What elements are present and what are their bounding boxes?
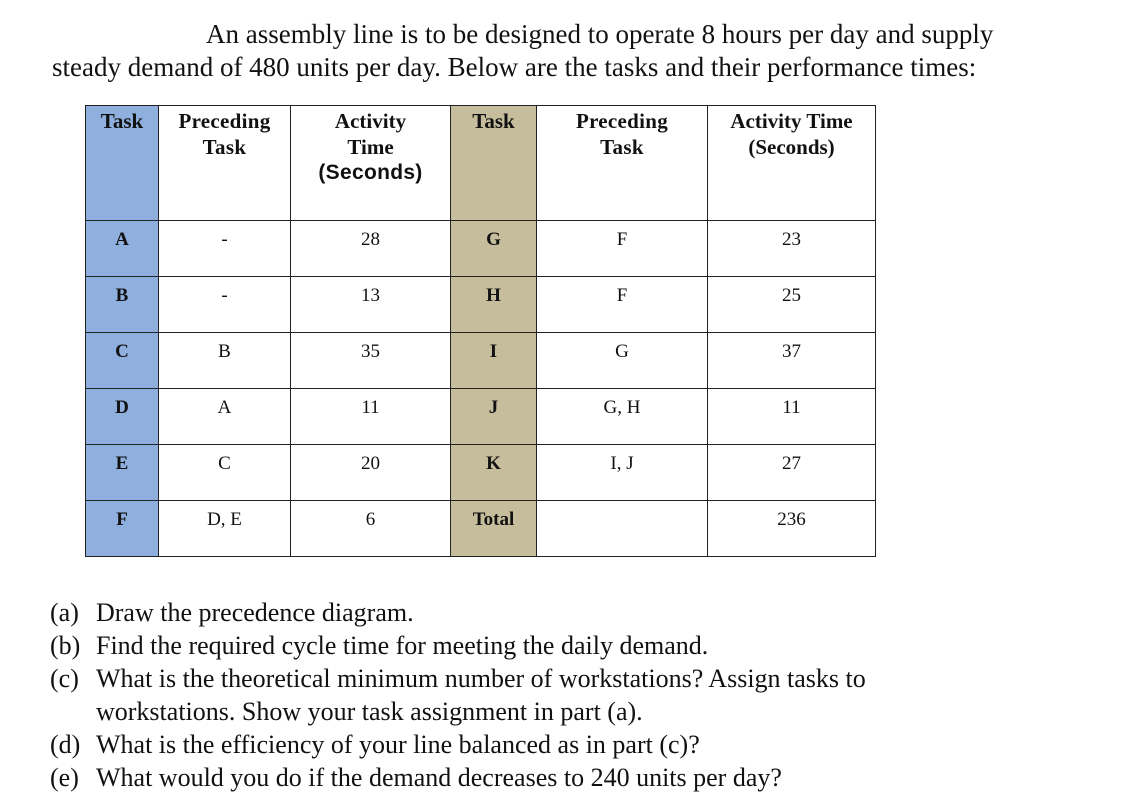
header-activity-time-left: Activity Time (Seconds): [291, 106, 451, 221]
question-item: [50, 761, 956, 794]
header-task-left: Task: [86, 106, 159, 221]
problem-intro: [0, 18, 1128, 84]
task-cell: E: [86, 445, 159, 501]
time-cell: 37: [708, 333, 876, 389]
task-cell: B: [86, 277, 159, 333]
intro-line-1: An assembly line is to be designed to operate 8 hours per day and supply: [206, 19, 994, 49]
time-cell: 13: [291, 277, 451, 333]
time-cell: 23: [708, 221, 876, 277]
total-label-cell: Total: [451, 501, 537, 557]
time-cell: 28: [291, 221, 451, 277]
preceding-cell: -: [159, 277, 291, 333]
question-label: (d): [50, 730, 81, 759]
task-table: [85, 105, 876, 557]
question-item: [50, 728, 956, 761]
time-cell: 25: [708, 277, 876, 333]
preceding-cell: C: [159, 445, 291, 501]
header-activity-time-right: Activity Time (Seconds): [708, 106, 876, 221]
header-preceding-left: Preceding Task: [159, 106, 291, 221]
question-text: Draw the precedence diagram.: [96, 598, 414, 627]
table-row: [86, 221, 876, 277]
task-cell: D: [86, 389, 159, 445]
time-cell: 11: [708, 389, 876, 445]
header-preceding-right: Preceding Task: [537, 106, 708, 221]
header-task-right: Task: [451, 106, 537, 221]
preceding-cell: [537, 501, 708, 557]
preceding-cell: G, H: [537, 389, 708, 445]
preceding-cell: I, J: [537, 445, 708, 501]
question-label: (a): [50, 598, 79, 627]
task-cell: G: [451, 221, 537, 277]
preceding-cell: -: [159, 221, 291, 277]
table-row: [86, 277, 876, 333]
preceding-cell: D, E: [159, 501, 291, 557]
time-cell: 35: [291, 333, 451, 389]
task-cell: K: [451, 445, 537, 501]
task-cell: I: [451, 333, 537, 389]
time-cell: 20: [291, 445, 451, 501]
table-header-row: [86, 106, 876, 221]
table-row: [86, 445, 876, 501]
preceding-cell: G: [537, 333, 708, 389]
question-text: What is the theoretical minimum number of workstations? Assign tasks to workstations. Show your task assignment in part (a).: [96, 664, 866, 726]
time-cell: 11: [291, 389, 451, 445]
question-text: Find the required cycle time for meeting the daily demand.: [96, 631, 709, 660]
question-text: What would you do if the demand decreases to 240 units per day?: [96, 763, 782, 792]
preceding-cell: F: [537, 277, 708, 333]
time-cell: 27: [708, 445, 876, 501]
task-cell: H: [451, 277, 537, 333]
task-cell: C: [86, 333, 159, 389]
question-item: [50, 629, 956, 662]
question-item: [50, 662, 956, 728]
preceding-cell: A: [159, 389, 291, 445]
question-item: [50, 596, 956, 629]
question-label: (b): [50, 631, 81, 660]
time-cell: 6: [291, 501, 451, 557]
total-time-cell: 236: [708, 501, 876, 557]
question-label: (c): [50, 664, 79, 693]
question-label: (e): [50, 763, 79, 792]
preceding-cell: B: [159, 333, 291, 389]
task-cell: J: [451, 389, 537, 445]
table-row: [86, 501, 876, 557]
intro-line-2: steady demand of 480 units per day. Below are the tasks and their performance times:: [52, 52, 977, 82]
question-text: What is the efficiency of your line balanced as in part (c)?: [96, 730, 700, 759]
task-cell: F: [86, 501, 159, 557]
table-row: [86, 333, 876, 389]
preceding-cell: F: [537, 221, 708, 277]
question-list: [50, 596, 956, 794]
task-cell: A: [86, 221, 159, 277]
table-row: [86, 389, 876, 445]
